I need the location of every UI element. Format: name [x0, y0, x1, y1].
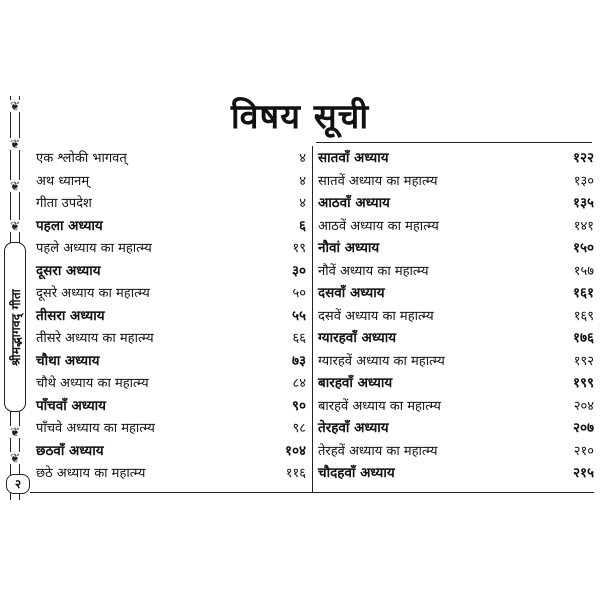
toc-entry[interactable]	[36, 371, 306, 394]
toc-entry-label: बारहवें अध्याय का महात्म्य	[318, 398, 441, 414]
toc-entry-page: १३५	[572, 195, 594, 212]
toc-entry[interactable]	[318, 349, 594, 372]
toc-entry[interactable]	[36, 191, 306, 214]
toc-entry-label: छठे अध्याय का महात्म्य	[36, 466, 146, 482]
toc-entry[interactable]	[36, 394, 306, 417]
toc-entry-label: अथ ध्यानम्	[36, 173, 90, 189]
toc-entry-label: तेरहवाँ अध्याय	[318, 420, 389, 437]
toc-entry[interactable]	[318, 259, 594, 282]
toc-entry[interactable]	[36, 169, 306, 192]
toc-entry-page: १६१	[572, 285, 594, 302]
toc-entry-label: पाँचवाँ अध्याय	[36, 397, 106, 414]
toc-entry-label: एक श्लोकी भागवत्	[36, 151, 127, 167]
bottom-divider	[30, 492, 594, 493]
toc-entry[interactable]	[36, 461, 306, 484]
toc-entry-label: बारहवाँ अध्याय	[318, 375, 393, 392]
toc-entry-page: ३०	[291, 262, 306, 279]
toc-entry-label: ग्यारहवें अध्याय का महात्म्य	[318, 353, 445, 369]
toc-entry[interactable]	[318, 326, 594, 349]
column-divider	[312, 146, 313, 492]
toc-entry[interactable]	[318, 146, 594, 169]
toc-entry[interactable]	[318, 461, 594, 484]
toc-entry[interactable]	[318, 191, 594, 214]
toc-entry-label: चौथे अध्याय का महात्म्य	[36, 376, 149, 392]
toc-entry-page: १४१	[573, 218, 594, 234]
toc-entry-page: १६९	[573, 308, 594, 324]
ornament-icon: ❦	[5, 138, 25, 150]
toc-entry-page: ११६	[285, 466, 306, 482]
toc-entry-label: तेरहवें अध्याय का महात्म्य	[318, 443, 438, 459]
toc-entry-label: तीसरे अध्याय का महात्म्य	[36, 331, 154, 347]
toc-entry-label: गीता उपदेश	[36, 196, 92, 212]
toc-entry-page: ८४	[292, 376, 306, 392]
toc-entry[interactable]	[318, 304, 594, 327]
toc-entry-label: छठवाँ अध्याय	[36, 442, 104, 459]
toc-entry[interactable]	[36, 416, 306, 439]
page-number: २	[6, 474, 30, 494]
side-decorative-strip	[4, 96, 26, 500]
toc-entry-page: ६६	[292, 331, 306, 347]
toc-entry-page: १३०	[573, 173, 594, 189]
toc-entry[interactable]	[318, 416, 594, 439]
toc-entry-page: २१५	[572, 465, 594, 482]
toc-entry-page: ४	[299, 173, 306, 189]
toc-entry[interactable]	[36, 259, 306, 282]
toc-entry[interactable]	[36, 349, 306, 372]
toc-entry-page: १९९	[572, 375, 594, 392]
toc-entry-page: ९८	[292, 421, 306, 437]
toc-entry[interactable]	[318, 371, 594, 394]
toc-entry-label: दसवाँ अध्याय	[318, 285, 385, 302]
contents-right-column	[318, 146, 594, 484]
toc-entry-label: दूसरे अध्याय का महात्म्य	[36, 286, 150, 302]
toc-entry[interactable]	[36, 304, 306, 327]
toc-entry-page: ५५	[291, 307, 306, 324]
toc-entry-page: ४	[299, 151, 306, 167]
toc-entry-page: ४	[299, 196, 306, 212]
title-divider	[316, 142, 592, 143]
toc-entry[interactable]	[318, 394, 594, 417]
toc-entry[interactable]	[36, 326, 306, 349]
toc-entry[interactable]	[318, 281, 594, 304]
toc-entry-label: पहले अध्याय का महात्म्य	[36, 241, 152, 257]
toc-entry-page: ७३	[291, 352, 306, 369]
toc-entry-label: पहला अध्याय	[36, 217, 103, 234]
toc-entry[interactable]	[318, 214, 594, 237]
ornament-icon: ❦	[5, 100, 25, 112]
toc-entry[interactable]	[36, 439, 306, 462]
toc-entry-label: सातवाँ अध्याय	[318, 150, 389, 167]
toc-entry-page: ५०	[292, 286, 306, 302]
toc-entry-label: पाँचवे अध्याय का महात्म्य	[36, 421, 155, 437]
ornament-icon: ❦	[5, 452, 25, 464]
toc-entry[interactable]	[318, 236, 594, 259]
toc-entry-page: १९	[292, 241, 306, 257]
toc-entry-label: चौदहवाँ अध्याय	[318, 465, 395, 482]
toc-entry[interactable]	[36, 281, 306, 304]
toc-entry-page: १५७	[573, 263, 594, 279]
toc-entry-page: १५०	[572, 240, 594, 257]
toc-entry-page: ६	[298, 217, 306, 234]
toc-entry-page: २१०	[573, 443, 594, 459]
toc-entry-label: चौथा अध्याय	[36, 352, 100, 369]
toc-entry-page: १२२	[572, 150, 594, 167]
contents-left-column	[36, 146, 306, 484]
toc-entry-label: दूसरा अध्याय	[36, 262, 101, 279]
page-title: विषय सूची	[230, 97, 370, 137]
toc-entry-label: आठवें अध्याय का महात्म्य	[318, 218, 439, 234]
book-title-label: श्रीमद्भागवद् गीता	[8, 288, 23, 366]
ornament-icon: ❦	[5, 220, 25, 232]
toc-entry-page: १७६	[572, 330, 594, 347]
toc-entry-label: आठवाँ अध्याय	[318, 195, 390, 212]
toc-entry[interactable]	[36, 236, 306, 259]
ornament-icon: ❦	[5, 426, 25, 438]
toc-entry-page: २०७	[572, 420, 594, 437]
toc-entry[interactable]	[36, 214, 306, 237]
toc-entry-page: ९०	[291, 397, 306, 414]
toc-entry[interactable]	[36, 146, 306, 169]
toc-entry-label: सातवें अध्याय का महात्म्य	[318, 173, 438, 189]
toc-entry-page: १०४	[284, 442, 306, 459]
toc-entry-label: दसवें अध्याय का महात्म्य	[318, 308, 434, 324]
ornament-icon: ❦	[5, 180, 25, 192]
book-title-tab	[4, 242, 26, 412]
toc-entry[interactable]	[318, 439, 594, 462]
toc-entry-label: नौवें अध्याय का महात्म्य	[318, 263, 429, 279]
toc-entry[interactable]	[318, 169, 594, 192]
toc-entry-page: २०४	[573, 398, 594, 414]
toc-entry-label: नौवां अध्याय	[318, 240, 380, 257]
toc-entry-label: ग्यारहवाँ अध्याय	[318, 330, 397, 347]
toc-entry-page: १९२	[573, 353, 594, 369]
toc-entry-label: तीसरा अध्याय	[36, 307, 105, 324]
